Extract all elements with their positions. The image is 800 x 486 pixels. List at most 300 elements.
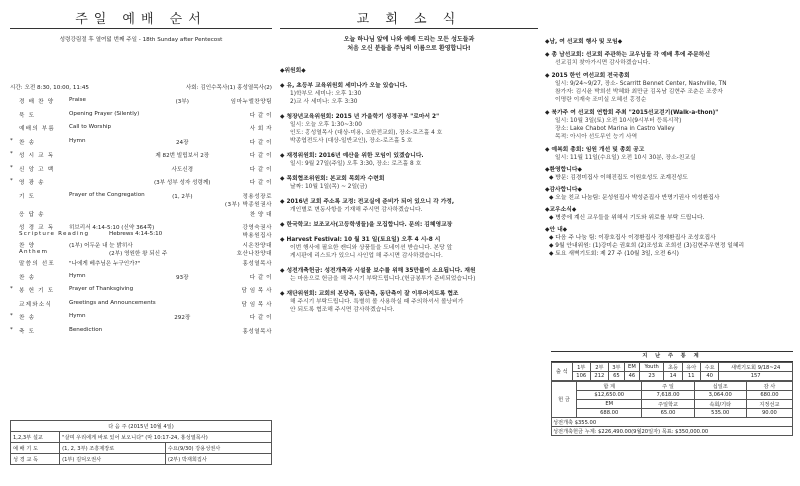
order-detail-line [69, 97, 220, 105]
offering-cell: EM [577, 400, 642, 409]
order-title [19, 151, 69, 159]
committee-heading: ◆위원회◆ [280, 68, 306, 74]
order-detail [69, 223, 220, 237]
order-title [19, 97, 69, 105]
news-item-title: ◆ 재정위원회: 2016년 예산을 위한 모임이 있겠습니다. [280, 153, 424, 159]
order-title-ko: 예배의 부름 [19, 126, 55, 132]
order-title [19, 165, 69, 173]
order-detail-en: 히브리서 4:14-5:10 (신약 364쪽) [69, 225, 155, 231]
order-detail-en [69, 178, 145, 186]
order-detail-line [69, 165, 220, 173]
worship-order-column [10, 0, 272, 486]
mission-item-title: ◆ 총 남선교회: 선교회 주관하는 교우님들 각 예배 후에 주문하신 [545, 52, 710, 58]
attendance-header: Youth [640, 363, 664, 372]
order-leader-1: 홍성열목사 [242, 328, 272, 335]
order-title-ko: 묵 도 [19, 112, 36, 119]
order-row [10, 165, 272, 179]
offering-cell: 7,618.00 [642, 391, 694, 400]
attendance-header: 초등 [664, 363, 682, 372]
order-detail-wrap [69, 300, 220, 306]
news-item-title: ◆ 유, 초등부 교육위원회 세미나가 오늘 있습니다. [280, 83, 408, 89]
worship-subtitle: 성령강림절 후 열여덟 번째 주일 - 18th Sunday after Pentecost [59, 37, 223, 43]
order-detail-en [69, 151, 145, 159]
order-row [10, 111, 272, 125]
mission-item-line: 일시: 10월 3일(토) 오전 10시(9시부터 등록시작) [555, 118, 682, 124]
news-item-line: 개인별로 변동사항을 기재해 주시면 감사하겠습니다. [290, 207, 423, 213]
news-item-line: 해 주시기 부탁드립니다. 특별히 볼 사용하실 때 주의하셔서 볼낭비가 [290, 299, 464, 305]
order-detail-line [69, 273, 220, 281]
order-leader [220, 259, 272, 267]
order-detail-wrap [69, 273, 220, 281]
attendance-header: 수요 [700, 363, 718, 372]
order-star: * [10, 313, 13, 319]
attendance-header: 유아 [682, 363, 700, 372]
news-item-title: ◆ 2016년 교회 주소록 교정: 전교실에 준비가 되어 있으니 각 가정, [280, 199, 455, 205]
order-row [10, 327, 272, 341]
building-fund-total: 성전개축헌금 누계: $226,490.00(9월20일자) 목표: $350,000.00 [552, 427, 793, 436]
missions-list [545, 51, 793, 162]
order-title-ko: 성 경 교 독 [19, 225, 55, 231]
order-detail-wrap [69, 192, 220, 200]
attendance-value: 46 [624, 372, 639, 381]
order-detail [69, 165, 220, 173]
order-detail-line [69, 241, 220, 249]
order-detail-en: (1부) 어두운 내 눈 밝히사 [69, 243, 133, 249]
guide-list [545, 234, 793, 258]
order-detail-ko [145, 327, 221, 333]
order-title-en: Scripture Reading [19, 231, 90, 237]
news-item-title: ◆ Harvest Festival: 10 월 31 일(토요일) 오후 4 시-8 시 [280, 237, 441, 243]
next-sermon: "살며 우리에게 바로 있어 보오니다" (막 10:17-24, 홍성열목사) [60, 432, 272, 443]
order-title [19, 241, 69, 255]
order-detail-line [69, 327, 220, 333]
offering-table [551, 381, 793, 436]
news-item [280, 175, 538, 191]
committee-list [280, 82, 538, 314]
order-leader-2: (3부) 박종원권사 [224, 201, 272, 208]
order-title [19, 259, 69, 267]
order-detail-ko: 24장 [175, 139, 189, 146]
order-star: * [10, 137, 13, 144]
order-title-ko: 찬 송 [19, 315, 36, 321]
order-row [10, 259, 272, 273]
stats-title: 지 난 주 통 계 [551, 351, 793, 362]
service-presider: 사회: 김인수목사(1) 홍성열목사(2) [185, 85, 272, 91]
news-item-line: 박종엽전도사 (대상-일반교인), 장소-로즈홀 5 호 [290, 138, 413, 144]
offering-cell: 주일학교 [642, 400, 694, 409]
news-item [280, 236, 538, 260]
order-row [10, 97, 272, 111]
news-item-title: ◆ 청장년교육위원회: 2015 년 가을학기 성경공부 "로마서 2" [280, 114, 440, 120]
order-title [19, 124, 69, 132]
next-reading-label: 성 경 교 독 [11, 454, 60, 465]
order-leader-1: 강영숙권사 [242, 225, 272, 231]
visitors-line: ◆ 방문: 김경미집사 이해진집도 이원호성도 조계진성도 [549, 175, 688, 181]
order-row [10, 313, 272, 327]
attendance-header: EM [624, 363, 639, 372]
mission-item-line: 일시: 9/24~9/27, 장소- Scarritt Bennet Center, Nashville, TN [555, 81, 727, 87]
offering-cell: 535.00 [694, 409, 746, 418]
order-detail [69, 259, 220, 267]
attendance-value: 106 [572, 372, 590, 381]
offering-cell: 주 일 [642, 382, 694, 391]
order-title [19, 313, 69, 321]
order-leader [220, 178, 272, 186]
order-leader-1: 홍성열목사 [242, 261, 272, 267]
order-title-ko: 교제와소식 [19, 301, 53, 308]
order-leader-1: 다 같 이 [249, 153, 272, 159]
order-leader [220, 313, 272, 321]
news-item-line: 2)교 사 세미나: 오후 3:30 [290, 99, 358, 105]
attendance-table [551, 362, 793, 381]
next-week-title: 다 음 주 (2015년 10월 4일) [11, 421, 272, 432]
order-leader-1: 다 같 이 [249, 112, 272, 119]
order-detail [69, 192, 220, 200]
order-row [10, 273, 272, 287]
order-detail [69, 300, 220, 306]
order-leader [220, 151, 272, 159]
order-detail-wrap [69, 151, 220, 159]
offering-cell: 속회/기타 [694, 400, 746, 409]
mission-item-title: ◆ 예복회 총회: 임원 개선 및 총회 공고 [545, 147, 645, 153]
order-detail-wrap [69, 259, 220, 267]
news-item-line: 날짜: 10월 1일(목) ~ 2일(금) [290, 184, 368, 190]
guide-line: ◆ 다음 주 나눔 팀: 이광호집사 이경환집사 정재환집사 조성호집사 [549, 235, 716, 241]
order-detail-wrap [69, 286, 220, 292]
member-news-heading: ◆교우소식◆ [545, 207, 577, 213]
order-detail-line [69, 259, 220, 267]
title-rule [280, 28, 538, 29]
mission-item [545, 51, 793, 67]
news-item [280, 198, 538, 214]
order-leader-1: 임마누엘찬양팀 [230, 99, 272, 105]
order-detail-ko [145, 124, 221, 130]
order-title-ko: 말씀의 선포 [19, 261, 55, 267]
mission-item-title: ◆ 2015 한인 여선교회 전국총회 [545, 73, 630, 79]
weekly-stats-box [551, 351, 793, 436]
mission-item-line: 일시: 11월 11일(수요일) 오전 10시 30분, 장소-친교실 [555, 155, 696, 161]
order-detail-en: Hymn [69, 137, 86, 144]
mission-item [545, 72, 793, 104]
order-detail-line [69, 124, 220, 130]
service-meta [10, 83, 272, 91]
attendance-value: 212 [590, 372, 608, 381]
thanks-heading: ◆감사합니다◆ [545, 187, 582, 193]
order-detail-ko [145, 241, 221, 249]
mission-item-line: 선교김치 찾아가시면 감사하겠습니다. [555, 60, 651, 66]
order-leader-1: 다 같 이 [249, 274, 272, 281]
order-detail-2: (2부) 영원한 왕 되신 주 [109, 251, 168, 257]
news-item-line: 게시판에 리스트가 있으니 사인업 해 주시면 감사하겠습니다. [290, 253, 443, 259]
order-leader-2: 호산나찬양대 [236, 251, 272, 257]
news-item-line: 인도: 홍성열목사 (대상-미용, 요한전교회), 장소-로즈홀 4 호 [290, 130, 443, 136]
order-row [10, 300, 272, 314]
order-leader [220, 273, 272, 281]
missions-column [545, 0, 793, 486]
order-detail-wrap [69, 178, 220, 186]
order-detail-line [69, 223, 220, 231]
order-title-ko: 응 답 송 [19, 211, 45, 218]
order-leader-1: 정용성장로 [242, 193, 272, 200]
order-detail-ko [145, 286, 221, 292]
order-detail-en: "나에게 베추님은 누구인가?" [69, 261, 141, 267]
order-title-ko: 신 앙 고 백 [19, 166, 55, 173]
attendance-header: 3부 [608, 363, 624, 372]
attendance-header: 2부 [590, 363, 608, 372]
order-title [19, 327, 69, 335]
news-item-title: ◆ 성전개축헌금: 성전개축과 시설물 보수를 위해 35만불이 소요됩니다. 재원 [280, 268, 476, 274]
order-title-en: Anthem [19, 249, 49, 255]
order-leader [220, 327, 272, 335]
order-title [19, 286, 69, 294]
order-detail-wrap [69, 241, 220, 257]
order-detail-wrap [69, 124, 220, 130]
mission-item-title: ◆ 북가주 여 선교회 연합회 주최 "2015선교걷기(Walk-a-thon)" [545, 110, 719, 116]
attendance-header: 1부 [572, 363, 590, 372]
order-title-ko: 축 도 [19, 328, 36, 335]
order-row [10, 241, 272, 259]
attendance-label: 출 석 [552, 363, 573, 381]
order-detail-en: Opening Prayer (Silently) [69, 110, 140, 117]
next-reading-2: (2부) 박재희집사 [165, 454, 271, 465]
order-title-ko: 찬 송 [19, 139, 36, 146]
order-detail-ko [156, 300, 220, 306]
welcome-message [280, 35, 538, 53]
order-detail [69, 327, 220, 333]
order-star: * [10, 286, 13, 292]
order-star: * [10, 164, 13, 171]
order-detail-ko [154, 223, 220, 231]
order-detail [69, 151, 220, 159]
next-wed-prayer: 수요(9/30) 강용성권사 [165, 443, 271, 454]
offering-label: 헌 금 [552, 382, 577, 418]
attendance-value: 157 [719, 372, 793, 381]
order-leader [220, 223, 272, 239]
welcome-line-1: 오늘 하나님 앞에 나와 예배 드리는 모든 성도들과 [343, 36, 475, 43]
mission-item [545, 109, 793, 141]
mission-item [545, 146, 793, 162]
offering-cell: $12,650.00 [577, 391, 642, 400]
order-detail-line [69, 178, 220, 186]
church-news-column [280, 0, 538, 486]
offering-cell: 688.00 [577, 409, 642, 418]
attendance-header: 새벽기도회 9/18~24 [719, 363, 793, 372]
order-detail-en: Hymn [69, 313, 86, 319]
order-row [10, 151, 272, 165]
order-title-ko: 경 배 찬 양 [19, 99, 55, 105]
order-title [19, 192, 69, 200]
order-detail-en [69, 165, 145, 173]
news-item [280, 82, 538, 106]
title-rule [10, 28, 272, 29]
worship-order-title: 주일 예배 순서 [75, 12, 207, 27]
order-detail-en: Prayer of the Congregation [69, 191, 145, 198]
offering-cell: 지정선교 [746, 400, 792, 409]
order-leader [220, 165, 272, 173]
order-title-ko: 성 시 교 독 [19, 153, 55, 159]
order-detail [69, 241, 220, 257]
order-leader-1: 담 임 목 사 [241, 301, 272, 308]
order-detail-line [69, 313, 220, 321]
order-detail-line [69, 138, 220, 146]
mission-item-line: 목적: 아시아 선도무인 능기 사역 [555, 134, 638, 140]
order-row [10, 178, 272, 192]
order-detail-wrap [69, 111, 220, 117]
order-leader [220, 192, 272, 208]
news-item [280, 152, 538, 168]
order-star: * [10, 151, 13, 157]
order-title-ko: 봉 헌 기 도 [19, 288, 55, 294]
news-item-line: 는 마음으로 헌금을 해 주시기 부탁드립니다.(헌금봉투가 준비되었습니다) [290, 276, 476, 282]
order-detail-line [69, 192, 220, 200]
order-detail [69, 97, 220, 105]
order-detail-en: Hymn [69, 272, 86, 279]
guide-line: ◆ 9월 안내위원: (1)강미순 권효희 (2)조성효 조희선 (3)김현주우현정 일혜리 [549, 243, 745, 249]
next-prayer-label: 예 배 기 도 [11, 443, 60, 454]
order-detail-wrap [69, 165, 220, 173]
attendance-value: 65 [608, 372, 624, 381]
order-row [10, 124, 272, 138]
order-title [19, 111, 69, 119]
order-title [19, 300, 69, 308]
news-item-line: 안 되도록 협조해 주시면 감사하겠습니다. [290, 307, 395, 313]
next-prayer: (1, 2, 3부) 조흥제장로 [60, 443, 166, 454]
order-leader-1: 사 회 자 [249, 126, 272, 132]
next-week-box [10, 420, 272, 465]
order-detail [69, 111, 220, 117]
order-star: * [10, 178, 13, 184]
order-title-ko: 찬 양 [19, 243, 36, 249]
order-leader-1: 다 같 이 [249, 139, 272, 146]
order-detail [69, 178, 220, 186]
worship-order-list [10, 97, 272, 340]
mission-item-line: 장소: Lake Chabot Marina in Castro Valley [555, 126, 675, 132]
order-row [10, 192, 272, 210]
order-leader [220, 241, 272, 257]
missions-section [545, 38, 793, 258]
news-item [280, 267, 538, 283]
news-item-line: 1)학부모 세미나: 오후 1:30 [290, 91, 362, 97]
order-detail-ko: (1, 2부) [172, 193, 193, 200]
service-time: 시간: 오전 8:30, 10:00, 11:45 [10, 85, 89, 91]
committee-section [280, 67, 538, 314]
church-news-title: 교 회 소 식 [356, 12, 462, 27]
order-leader [220, 97, 272, 105]
order-detail-en: Prayer of Thanksgiving [69, 286, 134, 292]
news-item-title: ◆ 한국학교: 보조교사(고등학생들)을 모집합니다. 문의: 김혜영교장 [280, 222, 453, 228]
mission-item-line: 이명란 이재숙 조미실 오혜선 홍정순 [555, 97, 647, 103]
guide-heading: ◆안 내◆ [545, 227, 568, 233]
order-detail-en: Praise [69, 97, 86, 103]
order-detail-en: Call to Worship [69, 124, 112, 130]
order-detail-ko: 사도신경 [171, 166, 194, 173]
news-item [280, 113, 538, 145]
order-leader-1: 시온찬양대 [242, 243, 272, 249]
order-detail-line [69, 151, 220, 159]
news-item-line: 일시: 9월 27일(주일) 오후 3:30, 장소: 로즈홀 8 호 [290, 161, 422, 167]
news-item-line: 일시: 오늘 오후 1:30~3:00 [290, 122, 362, 128]
offering-cell: 십일조 [694, 382, 746, 391]
news-item-title: ◆ 목회협조위원회: 본교회 목회자 수련회 [280, 176, 385, 182]
building-fund: 성전개축 $355.00 [552, 418, 793, 427]
order-leader [220, 286, 272, 294]
order-leader [220, 111, 272, 119]
order-row [10, 138, 272, 152]
order-leader-1: 다 같 이 [249, 166, 272, 173]
order-detail-wrap [69, 313, 220, 321]
offering-cell: 감 사 [746, 382, 792, 391]
order-detail-ko: (3부) [175, 99, 189, 105]
order-detail-wrap [69, 97, 220, 105]
order-leader-1: 담 임 목 사 [241, 288, 272, 294]
order-detail-ko: 제 82번 빌립보서 2장 [155, 153, 210, 159]
missions-heading: ◆남, 여 선교회 행사 및 모임◆ [545, 39, 623, 45]
news-item [280, 221, 538, 229]
attendance-value: 23 [640, 372, 664, 381]
order-detail [69, 313, 220, 321]
order-leader-1: 다 같 이 [249, 180, 272, 186]
offering-cell: 65.00 [642, 409, 694, 418]
order-leader-1: 다 같 이 [249, 315, 272, 321]
order-leader [220, 138, 272, 146]
attendance-value: 14 [664, 372, 682, 381]
order-leader-1: 찬 양 대 [249, 211, 272, 218]
offering-cell: 3,064.00 [694, 391, 746, 400]
fellowship-team-line: ◆ 오늘 친교 나눔팀: 문성원집사 박성준집사 반명기권사 이성환집사 [549, 195, 720, 201]
order-title [19, 210, 69, 218]
order-detail-ko: 292장 [174, 315, 191, 321]
order-detail-line [69, 286, 220, 292]
order-detail-ko [145, 259, 221, 267]
order-detail-en: Greetings and Announcements [69, 299, 156, 306]
next-sermon-label: 1,2,3부 설교 [11, 432, 60, 443]
order-row [10, 286, 272, 300]
order-title [19, 273, 69, 281]
order-title-ko: 찬 송 [19, 274, 36, 281]
order-star: * [10, 326, 13, 333]
order-detail-2: Hebrews 4:14-5:10 [109, 231, 163, 237]
attendance-value: 11 [682, 372, 700, 381]
order-title [19, 178, 69, 186]
news-item-line: 이번 행사에 필요한 캔디와 상품들을 도네이션 받습니다. 본당 앞 [290, 245, 453, 251]
order-leader [220, 124, 272, 132]
order-title [19, 223, 90, 237]
order-detail-line [69, 111, 220, 117]
offering-cell: 680.00 [746, 391, 792, 400]
order-detail-wrap [69, 327, 220, 333]
order-detail [69, 273, 220, 281]
news-item-title: ◆ 재단위원회: 교회의 본당측, 동단측, 동단측이 잘 이루어지도록 협조 [280, 291, 459, 297]
order-row [10, 210, 272, 224]
order-detail-en: Benediction [69, 326, 103, 333]
news-item [280, 290, 538, 314]
next-reading-1: (1부) 김덕오권사 [60, 454, 166, 465]
order-title [19, 138, 69, 146]
welcome-heading: ◆환영합니다◆ [545, 167, 582, 173]
order-detail-ko: (3부 성부 성자 성령께) [154, 180, 211, 186]
attendance-value: 40 [700, 372, 718, 381]
order-detail-line [69, 300, 220, 306]
order-row [10, 223, 272, 241]
order-detail [69, 124, 220, 130]
guide-line: ◆ 토요 새벽기도회: 제 27 주 (10월 3일, 오전 6시) [549, 251, 679, 257]
offering-cell: 합 계 [577, 382, 642, 391]
order-detail-wrap [69, 138, 220, 146]
order-detail [69, 138, 220, 146]
order-detail [69, 286, 220, 292]
welcome-line-2: 처음 오신 분들을 주님의 이름으로 환영합니다! [347, 45, 471, 52]
order-title-ko: 기 도 [19, 193, 36, 200]
